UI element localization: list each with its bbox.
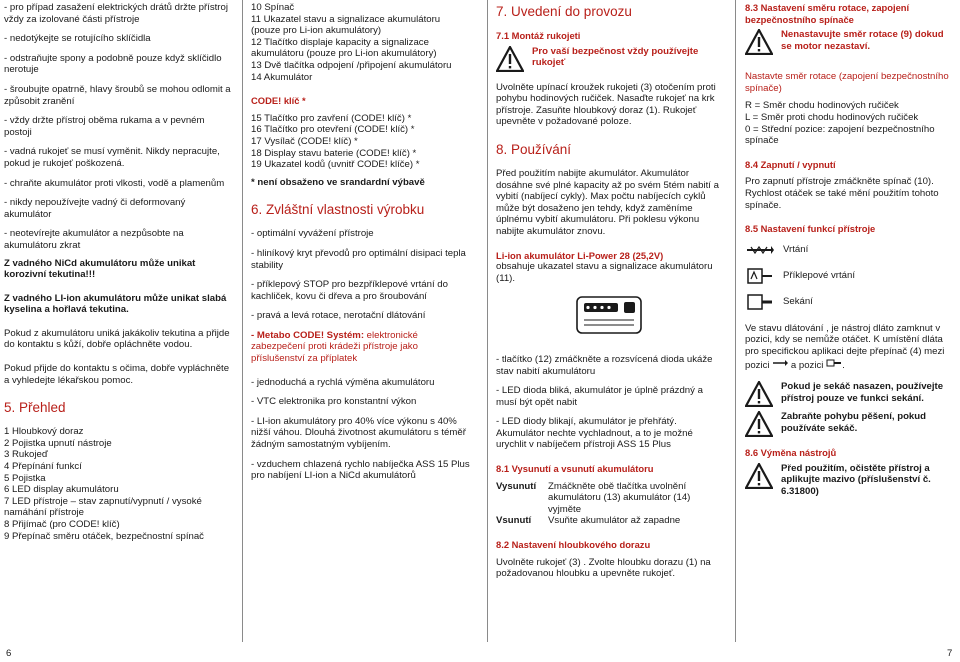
chisel-text (745, 323, 956, 371)
battery-status-list (496, 354, 720, 451)
safety-list-item: - neotevírejte akumulátor a nezpůsobte na akumulátoru zkrat (4, 228, 184, 251)
feature-item: - příklepový STOP pro bezpříklepové vrtání do kachliček, kovu či dřeva a pro šroubování (251, 279, 448, 302)
overview-item: 8 Přijímač (pro CODE! klíč) (4, 519, 120, 530)
function-hammer-label: Příklepové vrtání (783, 269, 855, 281)
liion-text: obsahuje ukazatel stavu a signalizace akumulátoru (11). (496, 261, 713, 284)
warning-block (745, 411, 956, 437)
usage-text: Před použitím nabijte akumulátor. Akumulátor dosáhne své plné kapacity až po svém 5tém nabití a vybití (nabíjecí cykly). Max počtu nabíjecích cyklů může být dosaženo jen tehdy, když zaměníme úplnému vybití akumulátoru. Při poklesu výkonu nabijte akumulátor znovu. (496, 167, 719, 237)
parts-list-item: 17 Vysílač (CODE! klíč) * (251, 135, 358, 147)
startup-heading: 7. Uvedení do provozu (496, 4, 632, 19)
chisel-icon (745, 291, 775, 313)
insert-battery-row (496, 515, 720, 527)
metabo-label: - Metabo CODE! Systém: (251, 329, 365, 341)
rotation-l: L = Směr proti chodu hodinových ručiček (745, 111, 919, 123)
features-list-c (251, 377, 471, 482)
code-key-heading: CODE! klíč * (251, 95, 306, 107)
leak-paragraph: Pokud z akumulátoru uniká jakákoliv tekutina a přijde do kontaktu s kůží, dobře opláchněte vodou. (4, 327, 230, 351)
feature-item: - pravá a levá rotace, nerotační dlátování (251, 310, 426, 322)
rotation-text: Nastavte směr rotace (zapojení bezpečnostního spínače) (745, 71, 949, 94)
remove-text: Zmáčkněte obě tlačítka uvolnění akumulátoru (13) akumulátor (14) vyjměte (548, 480, 691, 515)
safety-list-item: - nikdy nepoužívejte vadný či deformovaný akumulátor (4, 197, 186, 220)
liion-warning: Z vadného LI-ion akumulátoru může unikat slabá kyselina a hořlavá tekutina. (4, 292, 227, 316)
column-1 (0, 0, 236, 642)
overview-item: 2 Pojistka upnutí nástroje (4, 437, 112, 449)
column-divider (735, 0, 736, 642)
remove-battery-row (496, 481, 720, 516)
column-2 (247, 0, 475, 642)
rotation-r: R = Směr chodu hodinových ručiček (745, 100, 899, 112)
warning-triangle-icon (745, 463, 773, 489)
parts-list-item: 19 Ukazatel kodů (uvnitř CODE! klíče) * (251, 159, 420, 171)
function-drill-row (745, 239, 956, 261)
safety-list-item: - chraňte akumulátor proti vlkosti, vodě a plamenům (4, 177, 225, 189)
depth-text: Uvolněte rukojeť (3) . Zvolte hloubku dorazu (1) na požadovanou hloubku a upevněte rukojeť. (496, 556, 711, 580)
feature-item: - optimální vyvážení přístroje (251, 228, 374, 240)
chisel-text-c: . (842, 359, 845, 371)
handle-heading: 7.1 Montáž rukojeti (496, 30, 581, 41)
nicd-warning: Z vadného NiCd akumulátoru může unikat korozivní tekutina!!! (4, 257, 196, 281)
tool-heading: 8.6 Výměna nástrojů (745, 447, 837, 459)
metabo-text: elektronické zabezpečení proti krádeži přístroje jako příslušenství za příplatek (251, 329, 418, 365)
function-chisel-label: Sekání (783, 295, 813, 307)
warning-tool-text: Před použitím, očistěte přístroj a aplikujte mazivo (příslušenství č. 6.31800) (781, 462, 931, 497)
function-heading: 8.5 Nastavení funkcí přístroje (745, 223, 876, 235)
safety-list-item: - nedotýkejte se rotujícího sklíčidla (4, 33, 151, 45)
safety-list-item: - šroubujte opatrně, hlavy šroubů se mohou odlomit a způsobit zranění (4, 83, 231, 107)
warning-switch-text: Pokud je sekáč nasazen, používejte přístroj pouze ve funkci sekání. (781, 381, 944, 404)
chisel-mode-icon (826, 358, 842, 368)
battery-indicator-icon (574, 294, 644, 336)
warning-block (745, 463, 956, 498)
feature-item: - jednoduchá a rychlá výměna akumulátoru (251, 376, 435, 388)
feature-item: - hliníkový kryt převodů pro optimální disipaci tepla stability (251, 247, 466, 271)
battery-status-item: - tlačítko (12) zmáčkněte a rozsvícená dioda ukáže stav nabití akumulátoru (496, 353, 713, 377)
chisel-text-b: a pozici (790, 359, 824, 371)
parts-list-item: 10 Spínač (251, 2, 295, 13)
page-number-left: 6 (6, 648, 12, 660)
function-drill-label: Vrtání (783, 243, 809, 255)
overview-item: 7 LED přístroje – stav zapnutí/vypnutí / vysoké namáhání přístroje (4, 495, 202, 519)
column-divider (242, 0, 243, 642)
function-chisel-row (745, 291, 956, 313)
rotation-0: 0 = Střední pozice: zapojení bezpečnostního spínače (745, 123, 935, 147)
metabo-feature (251, 330, 471, 365)
overview-item: 5 Pojistka (4, 472, 46, 484)
safety-list-item: - odstraňujte spony a podobně pouze když sklíčidlo nerotuje (4, 52, 222, 76)
function-hammer-row (745, 265, 956, 287)
warning-triangle-icon (745, 381, 773, 407)
liion-heading: Li-ion akumulátor Li-Power 28 (25,2V) (496, 249, 664, 261)
warning-safety-text: Pro vaší bezpečnost vždy používejte rukojeť (532, 45, 699, 69)
eyes-paragraph: Pokud přijde do kontaktu s očima, dobře vypláchněte a vyhledejte lékařskou pomoc. (4, 363, 230, 386)
overview-item: 9 Přepínač směru otáček, bezpečnostní spínač (4, 530, 204, 542)
safety-list-item: - vždy držte přístroj oběma rukama a v pevném postoji (4, 115, 205, 138)
parts-list-item: 15 Tlačítko pro zavření (CODE! klíč) * (251, 112, 412, 124)
parts-list-item: 11 Ukazatel stavu a signalizace akumulátoru (pouze pro Li-ion akumulátory) (251, 13, 441, 37)
overview-item: 1 Hloubkový doraz (4, 426, 84, 438)
overview-heading: 5. Přehled (4, 400, 66, 416)
onoff-heading: 8.4 Zapnutí / vypnutí (745, 158, 836, 170)
overview-list (4, 426, 232, 542)
feature-item: - LI-ion akumulátory pro 40% více výkonu s 40% nižší váhou. Dlouhá životnost akumulátoru s téměř žádným samostatným vybíjením. (251, 415, 466, 451)
rotation-heading: 8.3 Nastavení směru rotace, zapojení bezpečnostního spínače (745, 2, 910, 25)
hammer-drill-icon (745, 265, 775, 287)
handle-text: Uvolněte upínací kroužek rukojeti (3) otočením proti pohybu hodinových ručiček. Nasaďte rukojeť na krk přístroje. Zasuňte hloubkový doraz (1). Rukojeť upevněte v požadované poloze. (496, 81, 716, 128)
safety-list (4, 2, 232, 252)
safety-list-item: - pro případ zasažení elektrických drátů držte přístroj vždy za izolované části přístroje (4, 2, 228, 25)
column-3 (492, 0, 724, 642)
features-list (251, 228, 471, 322)
column-divider (487, 0, 488, 642)
features-heading: 6. Zvláštní vlastnosti výrobku (251, 202, 425, 218)
insert-label: Vsunutí (496, 515, 532, 527)
parts-list-item: 18 Display stavu baterie (CODE! klíč) * (251, 147, 417, 159)
column-4 (741, 0, 960, 642)
warning-triangle-icon (496, 46, 524, 72)
chisel-text-a: Ve stavu dlátování , je nástroj dláto zamknut v pozici, kdy se nemůže otáčet. K umístění dláta pro specifickou aplikaci dejte přepínač (4) mezi pozici (745, 322, 945, 371)
safety-list-item: - vadná rukojeť se musí vyměnit. Nikdy nepracujte, pokud je rukojeť poškozená. (4, 146, 220, 169)
warning-block (745, 381, 956, 407)
overview-item: 4 Přepínání funkcí (4, 461, 82, 473)
depth-heading: 8.2 Nastavení hloubkového dorazu (496, 539, 651, 551)
parts-list-item: 12 Tlačítko displaje kapacity a signalizace akumulátoru (pouze pro Li-ion akumulátory) (251, 36, 437, 60)
parts-list-a (251, 2, 471, 83)
warning-protect-text: Zabraňte pohybu pěšení, pokud používáte sekáč. (781, 411, 926, 434)
overview-item: 3 Rukojeď (4, 449, 48, 461)
warning-rotation-text: Nenastavujte směr rotace (9) dokud se motor nezastaví. (781, 29, 944, 52)
parts-list-item: 14 Akumulátor (251, 71, 313, 83)
parts-list-item: 16 Tlačítko pro otevření (CODE! klíč) * (251, 124, 415, 136)
onoff-text: Pro zapnutí přístroje zmáčkněte spínač (10). Rychlost otáček se také mění použitím tohoto spínače. (745, 176, 939, 211)
warning-triangle-icon (745, 29, 773, 55)
insert-heading: 8.1 Vysunutí a vsunutí akumulátoru (496, 463, 654, 475)
warning-block (496, 46, 720, 72)
battery-status-item: - LED diody blikají, akumulátor je přehřátý. Akumulátor nechte vychladnout, a to je možné urychlit v nabíječem přístroji ASS 15 Plus (496, 416, 693, 451)
drill-icon (745, 239, 775, 261)
remove-label: Vysunutí (496, 480, 537, 492)
warning-triangle-icon (745, 411, 773, 437)
parts-list-b (251, 113, 471, 171)
warning-block (745, 29, 956, 55)
feature-item: - vzduchem chlazená rychlo nabíječka ASS 15 Plus pro nabíjení LI-ion a NiCd akumulátorů (251, 458, 470, 482)
insert-text: Vsuňte akumulátor až zapadne (548, 515, 681, 527)
equipment-note: * není obsaženo ve srandardní výbavě (251, 176, 425, 188)
feature-item: - VTC elektronika pro konstantní výkon (251, 396, 417, 408)
parts-list-item: 13 Dvě tlačítka odpojení /připojení akumulátoru (251, 59, 452, 71)
overview-item: 6 LED display akumulátoru (4, 484, 119, 496)
battery-status-item: - LED dioda bliká, akumulátor je úplně prázdný a musí být opět nabit (496, 385, 703, 408)
page-number-right: 7 (947, 648, 953, 660)
usage-heading: 8. Používání (496, 141, 572, 157)
drill-mode-icon (772, 358, 788, 368)
